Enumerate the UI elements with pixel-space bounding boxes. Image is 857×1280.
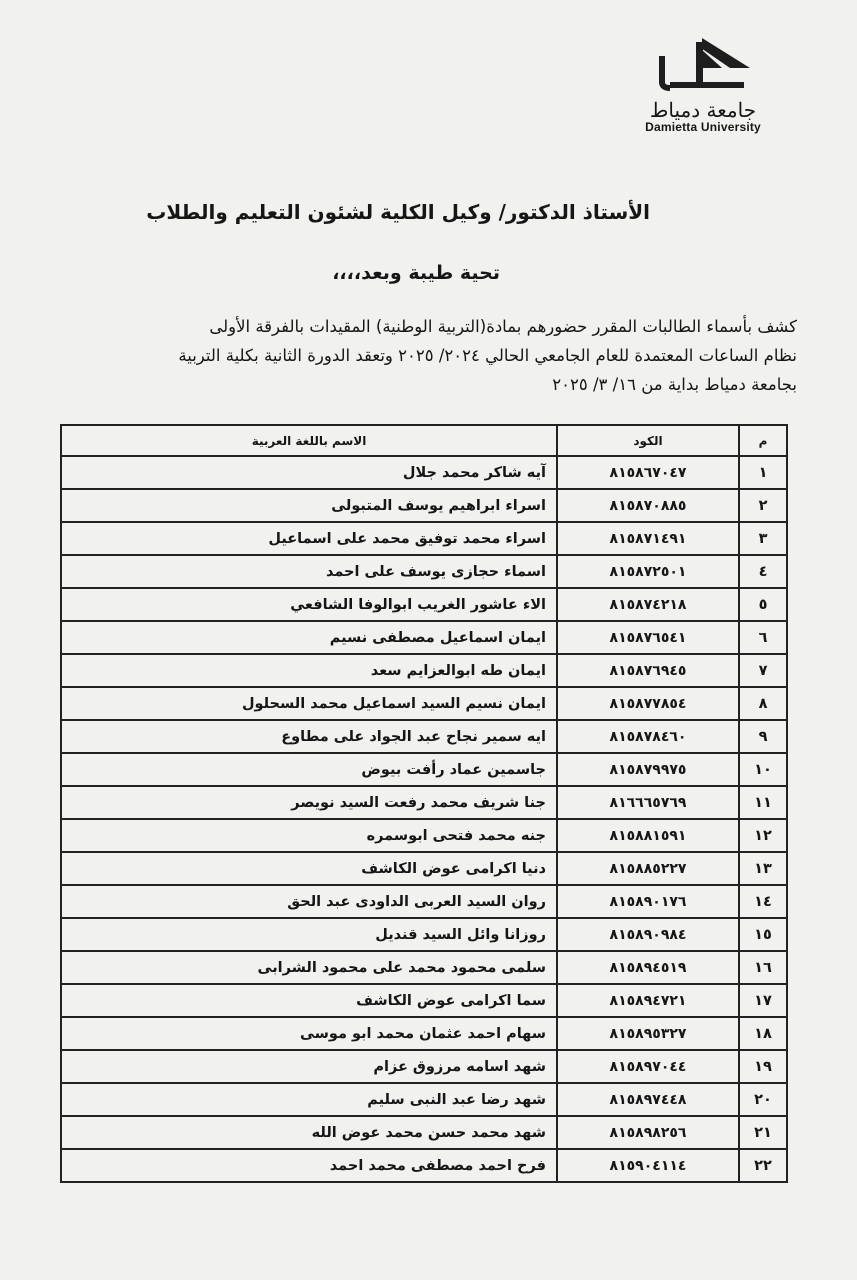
table-row <box>61 1017 787 1050</box>
student-name: سهام احمد عثمان محمد ابو موسى <box>61 1017 557 1050</box>
student-name: روان السيد العربى الداودى عبد الحق <box>61 885 557 918</box>
student-name: ايه سمير نجاح عبد الجواد على مطاوع <box>61 720 557 753</box>
header-name: الاسم باللغة العربية <box>61 425 557 456</box>
student-code: ٨١٥٨٩٧٤٤٨ <box>557 1083 739 1116</box>
student-name: آيه شاكر محمد جلال <box>61 456 557 489</box>
student-name: شهد محمد حسن محمد عوض الله <box>61 1116 557 1149</box>
header-num: م <box>739 425 787 456</box>
student-code: ٨١٥٨٩٤٥١٩ <box>557 951 739 984</box>
row-number: ٩ <box>739 720 787 753</box>
table-row <box>61 885 787 918</box>
logo-arabic-text: جامعة دمياط <box>649 98 757 122</box>
body-line: نظام الساعات المعتمدة للعام الجامعي الحالي ٢٠٢٤/ ٢٠٢٥ وتعقد الدورة الثانية بكلية التربية <box>178 346 797 365</box>
row-number: ١١ <box>739 786 787 819</box>
student-code: ٨١٥٨٧٧٨٥٤ <box>557 687 739 720</box>
table-row <box>61 1149 787 1182</box>
student-name: فرح احمد مصطفى محمد احمد <box>61 1149 557 1182</box>
student-name: جنه محمد فتحى ابوسمره <box>61 819 557 852</box>
student-code: ٨١٥٨٧٦٩٤٥ <box>557 654 739 687</box>
student-name: اسماء حجازى يوسف على احمد <box>61 555 557 588</box>
row-number: ١ <box>739 456 787 489</box>
row-number: ٢٠ <box>739 1083 787 1116</box>
table-row <box>61 786 787 819</box>
student-code: ٨١٥٨٧٩٩٧٥ <box>557 753 739 786</box>
row-number: ١٠ <box>739 753 787 786</box>
student-name: ايمان نسيم السيد اسماعيل محمد السحلول <box>61 687 557 720</box>
letter-body <box>57 312 797 399</box>
table-row <box>61 852 787 885</box>
table-row <box>61 1083 787 1116</box>
student-name: دنيا اكرامى عوض الكاشف <box>61 852 557 885</box>
student-name: جنا شريف محمد رفعت السيد نويصر <box>61 786 557 819</box>
body-line: بجامعة دمياط بداية من ١٦/ ٣/ ٢٠٢٥ <box>552 375 797 394</box>
logo-english-text: Damietta University <box>645 120 761 134</box>
table-header-row <box>61 425 787 456</box>
table-row <box>61 951 787 984</box>
table-row <box>61 1116 787 1149</box>
table-row <box>61 588 787 621</box>
university-logo <box>632 38 774 136</box>
student-name: ايمان طه ابوالعزايم سعد <box>61 654 557 687</box>
table-row <box>61 621 787 654</box>
student-name: ايمان اسماعيل مصطفى نسيم <box>61 621 557 654</box>
student-name: اسراء محمد توفيق محمد على اسماعيل <box>61 522 557 555</box>
student-code: ٨١٥٨٩٧٠٤٤ <box>557 1050 739 1083</box>
table-row <box>61 984 787 1017</box>
student-code: ٨١٥٨٩٠١٧٦ <box>557 885 739 918</box>
student-code: ٨١٥٨٩٤٧٢١ <box>557 984 739 1017</box>
student-code: ٨١٥٨٧٨٤٦٠ <box>557 720 739 753</box>
table-row <box>61 687 787 720</box>
row-number: ١٨ <box>739 1017 787 1050</box>
row-number: ٦ <box>739 621 787 654</box>
student-name: سما اكرامى عوض الكاشف <box>61 984 557 1017</box>
greeting: تحية طيبة وبعد،،،، <box>332 262 500 284</box>
addressee-heading: الأستاذ الدكتور/ وكيل الكلية لشئون التعليم والطلاب <box>146 200 650 224</box>
student-code: ٨١٥٨٦٧٠٤٧ <box>557 456 739 489</box>
table-row <box>61 819 787 852</box>
table-row <box>61 489 787 522</box>
table-row <box>61 654 787 687</box>
student-name: اسراء ابراهيم يوسف المتبولى <box>61 489 557 522</box>
student-code: ٨١٥٨٧٤٢١٨ <box>557 588 739 621</box>
table-row <box>61 522 787 555</box>
row-number: ١٩ <box>739 1050 787 1083</box>
row-number: ٥ <box>739 588 787 621</box>
student-name: سلمى محمود محمد على محمود الشرابى <box>61 951 557 984</box>
row-number: ٢١ <box>739 1116 787 1149</box>
row-number: ٤ <box>739 555 787 588</box>
student-code: ٨١٥٨٧٦٥٤١ <box>557 621 739 654</box>
row-number: ٢ <box>739 489 787 522</box>
row-number: ٨ <box>739 687 787 720</box>
body-line: كشف بأسماء الطالبات المقرر حضورهم بمادة(التربية الوطنية) المقيدات بالفرقة الأولى <box>209 317 797 336</box>
student-name: شهد رضا عبد النبى سليم <box>61 1083 557 1116</box>
table-row <box>61 720 787 753</box>
student-code: ٨١٦٦٦٥٧٦٩ <box>557 786 739 819</box>
student-code: ٨١٥٨٨٥٢٢٧ <box>557 852 739 885</box>
student-code: ٨١٥٨٧٢٥٠١ <box>557 555 739 588</box>
student-code: ٨١٥٨٧٠٨٨٥ <box>557 489 739 522</box>
student-code: ٨١٥٨٩٨٢٥٦ <box>557 1116 739 1149</box>
student-code: ٨١٥٨٨١٥٩١ <box>557 819 739 852</box>
row-number: ١٧ <box>739 984 787 1017</box>
student-code: ٨١٥٨٩٠٩٨٤ <box>557 918 739 951</box>
row-number: ٢٢ <box>739 1149 787 1182</box>
student-name: شهد اسامه مرزوق عزام <box>61 1050 557 1083</box>
row-number: ١٣ <box>739 852 787 885</box>
row-number: ١٤ <box>739 885 787 918</box>
table-row <box>61 1050 787 1083</box>
student-code: ٨١٥٨٩٥٣٢٧ <box>557 1017 739 1050</box>
student-name: روزانا وائل السيد قنديل <box>61 918 557 951</box>
row-number: ١٢ <box>739 819 787 852</box>
row-number: ١٦ <box>739 951 787 984</box>
row-number: ٧ <box>739 654 787 687</box>
table-row <box>61 555 787 588</box>
table-row <box>61 753 787 786</box>
student-name: الاء عاشور الغريب ابوالوفا الشافعي <box>61 588 557 621</box>
row-number: ١٥ <box>739 918 787 951</box>
row-number: ٣ <box>739 522 787 555</box>
table-row <box>61 456 787 489</box>
university-emblem-icon <box>638 38 750 100</box>
header-code: الكود <box>557 425 739 456</box>
student-code: ٨١٥٩٠٤١١٤ <box>557 1149 739 1182</box>
students-table <box>60 424 788 1183</box>
student-code: ٨١٥٨٧١٤٩١ <box>557 522 739 555</box>
table-row <box>61 918 787 951</box>
student-name: جاسمين عماد رأفت بيوض <box>61 753 557 786</box>
